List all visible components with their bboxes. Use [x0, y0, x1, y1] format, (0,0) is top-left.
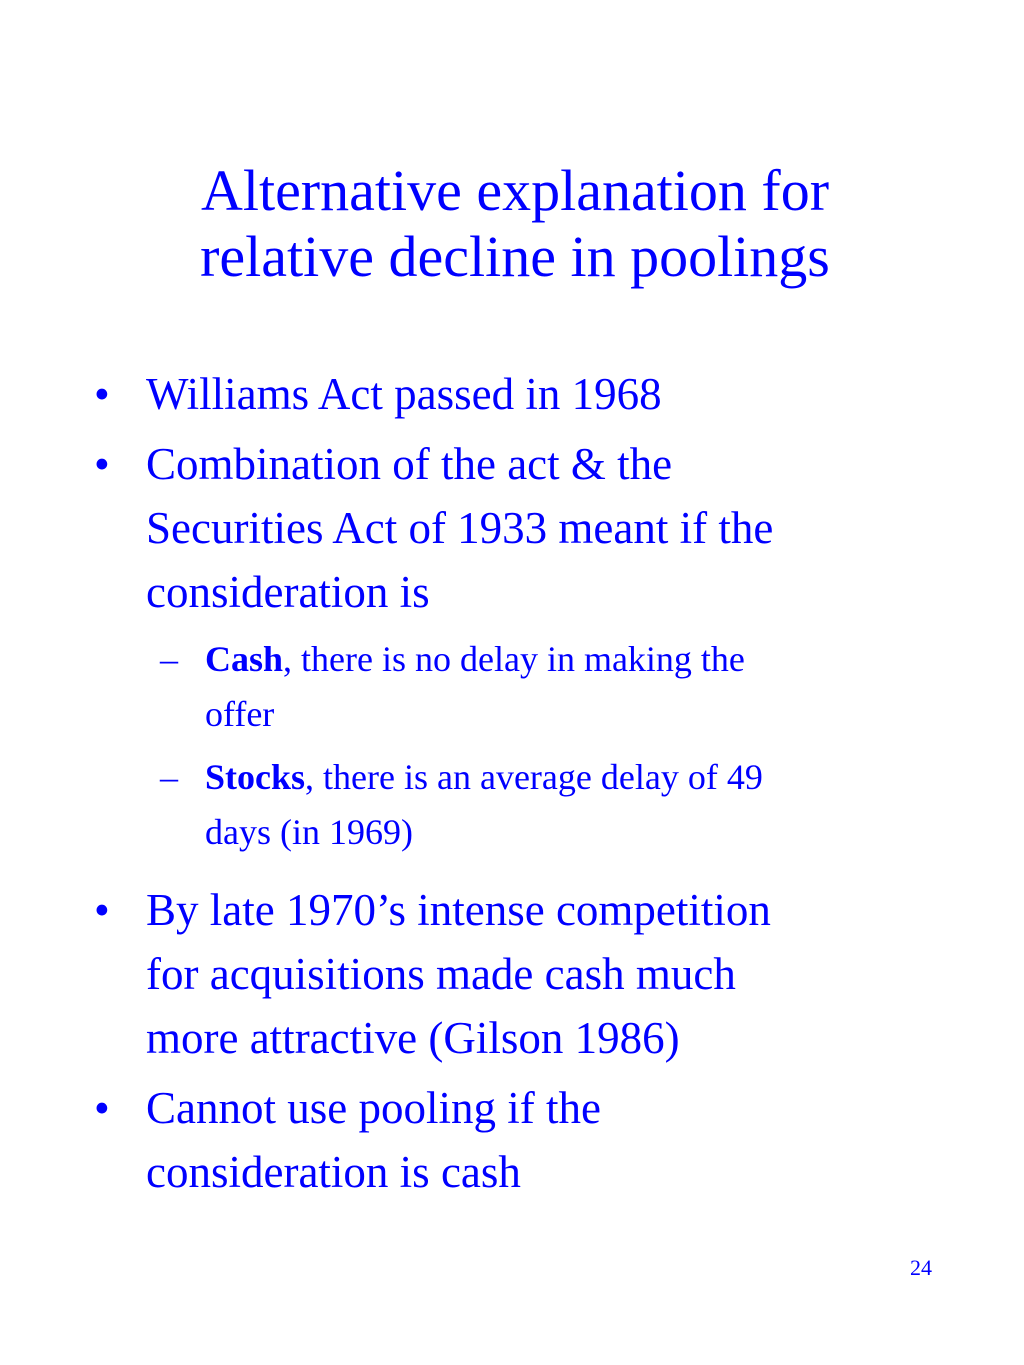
- bullet-marker: •: [94, 439, 110, 489]
- bullet-item: [94, 1076, 954, 1204]
- sub-bullet-keyword: Cash: [205, 639, 284, 679]
- sub-bullet-item: [94, 632, 954, 742]
- slide-title-line: Alternative explanation for: [200, 158, 830, 223]
- sub-bullet-keyword: Stocks: [205, 757, 306, 797]
- sub-bullet-text: [205, 750, 954, 805]
- bullet-marker: •: [94, 1083, 110, 1133]
- sub-bullet-rest: , there is no delay in making the: [283, 639, 745, 679]
- bullet-text: Williams Act passed in 1968: [146, 369, 662, 419]
- bullet-marker: •: [94, 369, 110, 419]
- bullet-text: for acquisitions made cash much: [146, 949, 736, 999]
- sub-bullet-text: days (in 1969): [205, 812, 413, 852]
- sub-bullet-text: offer: [205, 694, 275, 734]
- bullet-text: Securities Act of 1933 meant if the: [146, 503, 774, 553]
- slide-title-line: relative decline in poolings: [200, 224, 830, 289]
- bullet-text: consideration is cash: [146, 1147, 521, 1197]
- page-number: 24: [910, 1255, 932, 1280]
- slide-title: [100, 158, 930, 290]
- bullet-marker: •: [94, 885, 110, 935]
- bullet-item: [94, 362, 954, 426]
- sub-bullet-group: [94, 632, 954, 860]
- sub-bullet-rest: , there is an average delay of 49: [305, 757, 763, 797]
- sub-bullet-marker: –: [160, 757, 178, 797]
- bullet-item: [94, 432, 954, 624]
- sub-bullet-marker: –: [160, 639, 178, 679]
- bullet-text: Combination of the act & the: [146, 439, 673, 489]
- sub-bullet-text: [205, 632, 954, 687]
- bullet-text: consideration is: [146, 567, 430, 617]
- bullet-text: Cannot use pooling if the: [146, 1083, 601, 1133]
- bullet-text: more attractive (Gilson 1986): [146, 1013, 680, 1063]
- sub-bullet-item: [94, 750, 954, 860]
- bullet-item: [94, 878, 954, 1070]
- bullet-text: By late 1970’s intense competition: [146, 885, 771, 935]
- sub-bullet-list: [94, 632, 954, 860]
- bullet-list: [94, 362, 954, 1210]
